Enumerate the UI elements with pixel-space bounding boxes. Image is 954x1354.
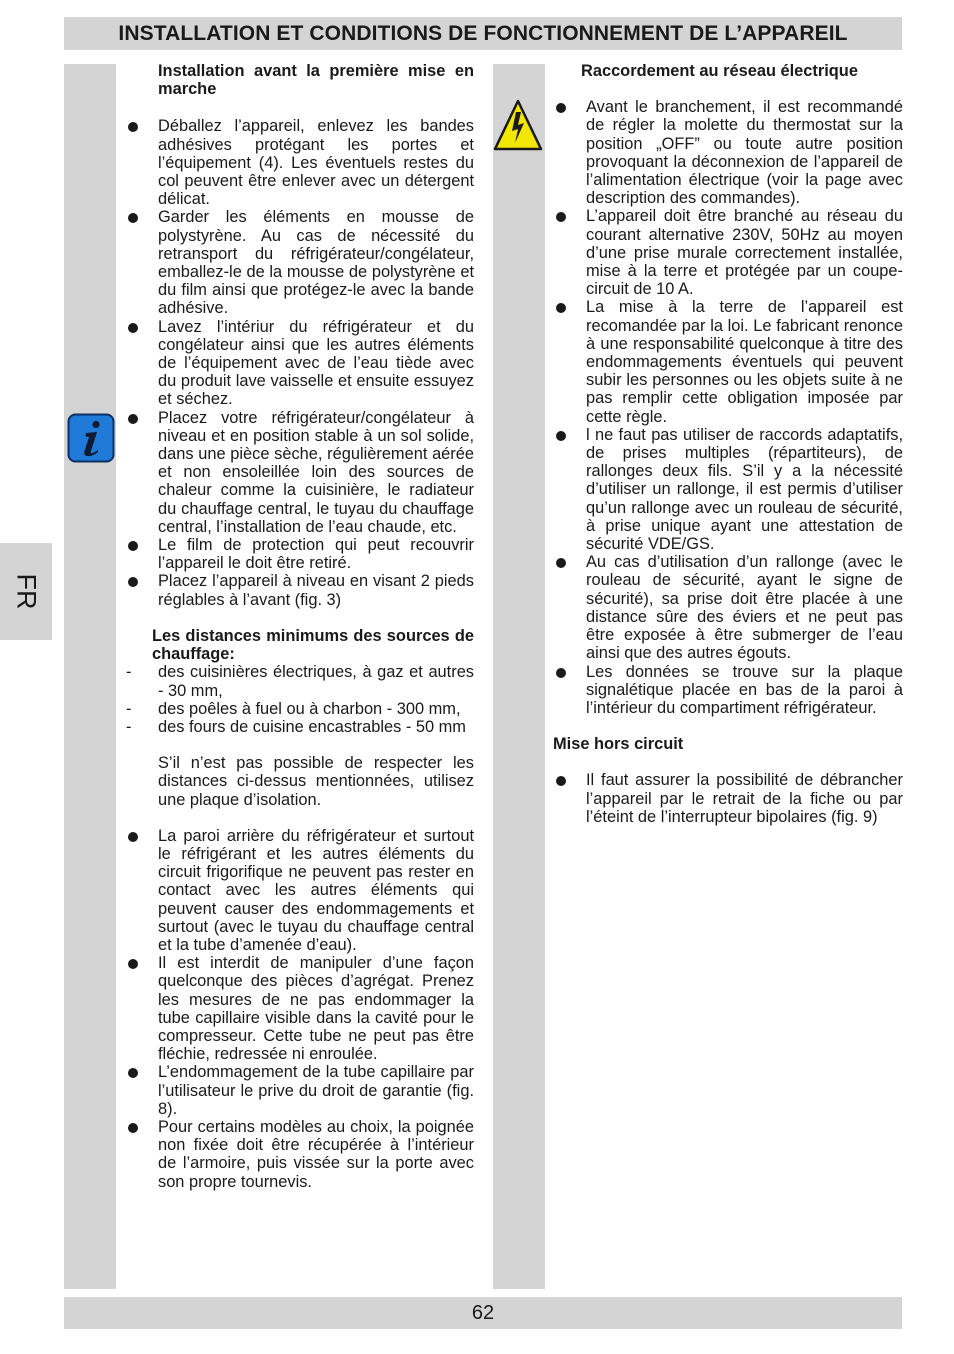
bullet bbox=[556, 558, 566, 568]
list-item: Garder les éléments en mousse de polystyrène. Au cas de nécessité du retransport du réfrigérateur/congélateur, emballez-le de la mousse de polystyrène et du film ainsi que protégez-le avec la bande adhésive. bbox=[125, 208, 474, 317]
list-item: Le film de protection qui peut recouvrir l’appareil le doit être retiré. bbox=[125, 536, 474, 572]
list-item: La mise à la terre de l’appareil est recomandée par la loi. Le fabricant renonce à une responsabilité quelconque à titre des endommagements éventuels qui peuvent subir les personnes ou les objets suite à ne pas remplir cette obligation imposée par cette règle. bbox=[553, 298, 903, 425]
list-item: Déballez l’appareil, enlevez les bandes adhésives protégant les portes et l’équipement (4). Les éventuels restes du col peuvent être enlever avec un détergent délicat. bbox=[125, 117, 474, 208]
list-item: - des poêles à fuel ou à charbon - 300 mm, bbox=[126, 699, 461, 718]
page-title: INSTALLATION ET CONDITIONS DE FONCTIONNEMENT DE L’APPAREIL bbox=[118, 21, 848, 45]
bullet bbox=[556, 103, 566, 113]
page-number: 62 bbox=[471, 1301, 495, 1324]
list-item: L’endommagement de la tube capillaire par l’utilisateur le prive du droit de garantie (fig. 8). bbox=[125, 1063, 474, 1118]
list-item: La paroi arrière du réfrigérateur et surtout le réfrigérant et les autres éléments du circuit frigorifique ne peuvent pas rester en contact avec les autres éléments qui peuvent causer des endommagements et surtout (avec le tuyau du chauffage central et la tube d’amenée d’eau). bbox=[125, 827, 474, 954]
list-item: Placez votre réfrigérateur/congélateur à niveau et en position stable à un sol solide, dans une pièce sèche, régulièrement aérée et non ensoleillée loin des sources de chaleur comme la cuisinière, le radiateur du chauffage central, le tuyau du chauffage central, l’installation de l’eau chaude, etc. bbox=[125, 409, 474, 536]
install-heading: Installation avant la première mise en marche bbox=[158, 62, 474, 99]
bullet bbox=[556, 431, 566, 441]
bullet bbox=[556, 776, 566, 786]
language-tab bbox=[0, 543, 52, 640]
right-gutter bbox=[493, 64, 545, 1289]
header-bar bbox=[64, 17, 902, 50]
list-item: Placez l’appareil à niveau en visant 2 pieds réglables à l’avant (fig. 3) bbox=[125, 572, 474, 608]
language-label: FR bbox=[11, 573, 42, 610]
distances-note: S’il n’est pas possible de respecter les distances ci-dessus mentionnées, utilisez une plaque d’isolation. bbox=[158, 754, 474, 809]
bullet bbox=[128, 959, 138, 969]
footer-bar bbox=[64, 1297, 902, 1329]
bullet bbox=[128, 213, 138, 223]
list-item: L’appareil doit être branché au réseau du courant alternative 230V, 50Hz au moyen d’une prise murale correctement installée, mise à la terre et protégée par un coupe-circuit de 10 A. bbox=[553, 207, 903, 298]
right-column bbox=[553, 62, 903, 826]
list-item: Pour certains modèles au choix, la poignée non fixée doit être récupérée à l’intérieur de l’armoire, puis vissée sur la porte avec son propre tournevis. bbox=[125, 1118, 474, 1191]
list-item: Lavez l’intériur du réfrigérateur et du congélateur ainsi que les autres éléments de l’équipement avec de l’eau tiède avec du produit lave vaisselle et ensuite essuyez et séchez. bbox=[125, 318, 474, 409]
bullet bbox=[128, 122, 138, 132]
off-heading: Mise hors circuit bbox=[553, 735, 684, 754]
bullet bbox=[128, 577, 138, 587]
list-item: Il est interdit de manipuler d’une façon quelconque des pièces d’agrégat. Prenez les mesures de ne pas endommager la tube capillaire visible dans la cavité pour le compresseur. Cette tube ne peut pas être fléchie, redressée ni enroulée. bbox=[125, 954, 474, 1063]
left-column bbox=[125, 62, 474, 1191]
bullet bbox=[556, 668, 566, 678]
list-item: Les données se trouve sur la plaque signalétique placée en bas de la paroi à l’intérieur du compartiment réfrigérateur. bbox=[553, 663, 903, 718]
list-item: Avant le branchement, il est recommandé de régler la molette du thermostat sur la position „OFF” ou toute autre position provoquant la déconnexion de l’appareil de l’alimentation électrique (voir la page avec description des commandes). bbox=[553, 98, 903, 207]
distances-heading: Les distances minimums des sources de chauffage: bbox=[152, 626, 474, 664]
bullet bbox=[128, 1123, 138, 1133]
bullet bbox=[128, 1068, 138, 1078]
bullet bbox=[128, 414, 138, 424]
power-heading: Raccordement au réseau électrique bbox=[581, 62, 858, 80]
bullet bbox=[128, 323, 138, 333]
list-item: - des cuisinières électriques, à gaz et autres - 30 mm, bbox=[126, 663, 474, 700]
list-item: l ne faut pas utiliser de raccords adaptatifs, de prises multiples (répartiteurs), de rallonges deux fils. S’il y a la nécessité d’utiliser un rallonge, il est permis d’utiliser qu’un rallonge avec un rouleau de sécurité, à prise unique ayant une attestation de sécurité VDE/GS. bbox=[553, 426, 903, 553]
bullet bbox=[556, 303, 566, 313]
list-item: Au cas d’utilisation d’un rallonge (avec le rouleau de sécurité, ayant le signe de sécurité), sa prise doit être placée à une distance sûre des éviers et ne peut pas être exposée à être submerger de l’eau ainsi que des autres égouts. bbox=[553, 553, 903, 662]
left-gutter bbox=[64, 64, 116, 1289]
list-item: - des fours de cuisine encastrables - 50 mm bbox=[126, 717, 466, 736]
info-icon bbox=[67, 413, 115, 463]
bullet bbox=[128, 541, 138, 551]
electric-warning-icon bbox=[492, 98, 544, 154]
list-item: Il faut assurer la possibilité de débrancher l’appareil par le retrait de la fiche ou par l’éteint de l’interrupteur bipolaires (fig. 9) bbox=[553, 771, 903, 826]
bullet bbox=[556, 212, 566, 222]
bullet bbox=[128, 832, 138, 842]
